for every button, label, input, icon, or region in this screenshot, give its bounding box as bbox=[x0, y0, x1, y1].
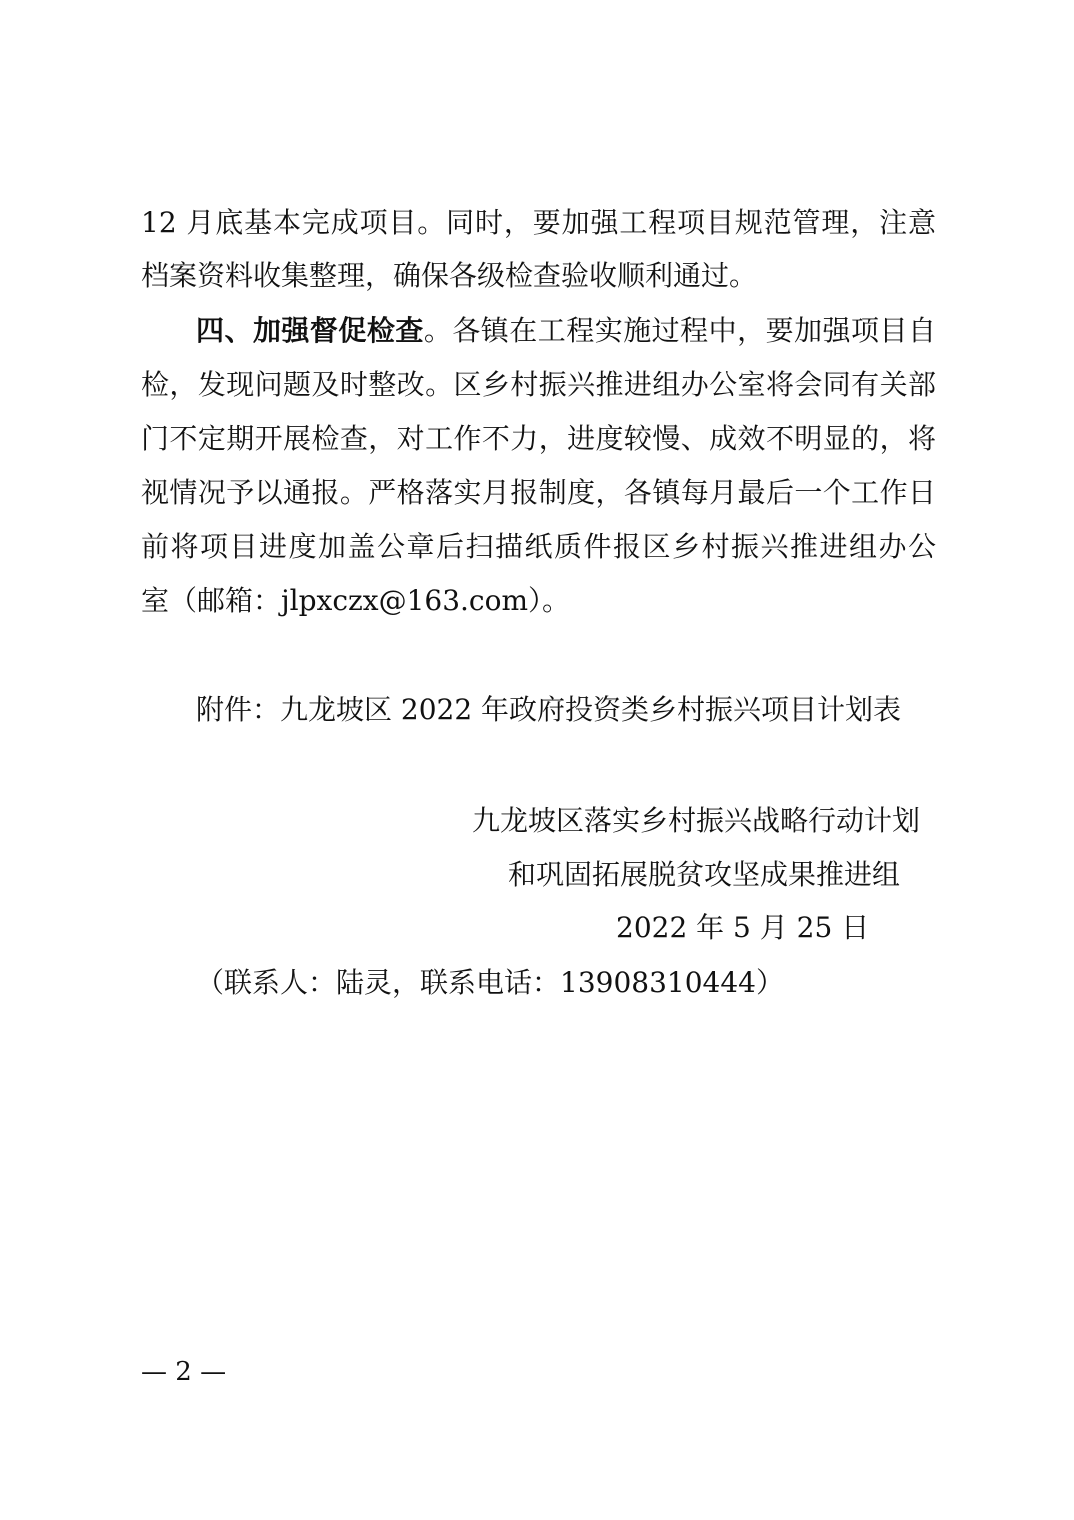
attachment-note: 附件：九龙坡区 2022 年政府投资类乡村振兴项目计划表 bbox=[196, 693, 902, 726]
paragraph-line: 检，发现问题及时整改。区乡村振兴推进组办公室将会同有关部 bbox=[141, 368, 936, 401]
section-heading-line bbox=[196, 314, 936, 350]
paragraph-line: 前将项目进度加盖公章后扫描纸质件报区乡村振兴推进组办公 bbox=[141, 530, 936, 563]
signature-org-line-1: 九龙坡区落实乡村振兴战略行动计划 bbox=[472, 804, 921, 837]
paragraph-line: 室（邮箱：jlpxczx@163.com）。 bbox=[141, 584, 571, 617]
section-heading: 四、加强督促检查 bbox=[196, 314, 424, 347]
paragraph-line: 视情况予以通报。严格落实月报制度，各镇每月最后一个工作日 bbox=[141, 476, 936, 509]
paragraph-line: 12 月底基本完成项目。同时，要加强工程项目规范管理，注意 bbox=[141, 206, 936, 239]
contact-info: （联系人：陆灵，联系电话：13908310444） bbox=[196, 966, 784, 999]
paragraph-line: 门不定期开展检查，对工作不力，进度较慢、成效不明显的，将 bbox=[141, 422, 936, 455]
paragraph-text: 。各镇在工程实施过程中，要加强项目自 bbox=[423, 314, 936, 347]
signature-date: 2022 年 5 月 25 日 bbox=[616, 911, 870, 944]
paragraph-line: 档案资料收集整理，确保各级检查验收顺利通过。 bbox=[141, 259, 758, 292]
page-number: — 2 — bbox=[141, 1357, 227, 1387]
signature-org-line-2: 和巩固拓展脱贫攻坚成果推进组 bbox=[508, 858, 901, 891]
